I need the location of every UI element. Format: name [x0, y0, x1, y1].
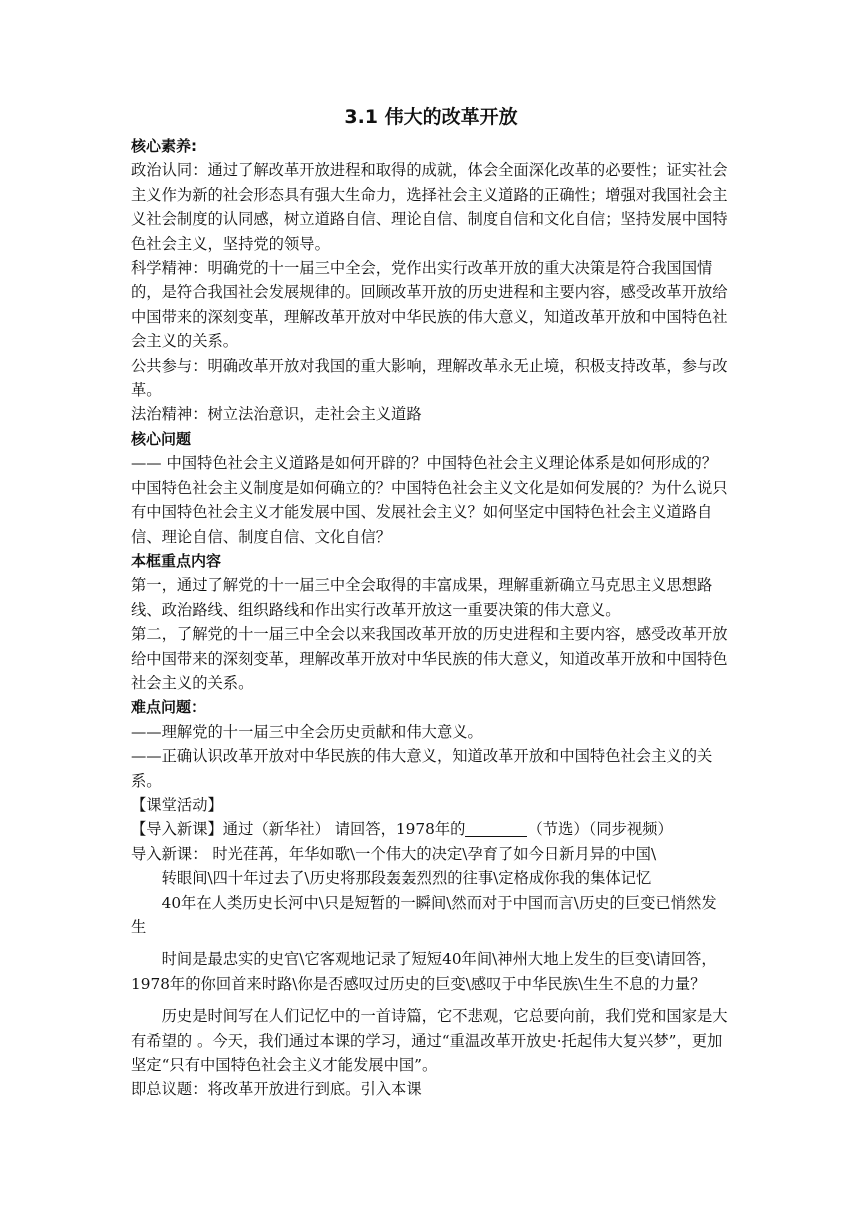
section-class-activity [131, 793, 731, 1102]
section-core-question [131, 427, 731, 549]
paragraph-historian: 时间是最忠实的史官\它客观地记录了短短40年间\神州大地上发生的巨变\请回答，1978年的你回首来时路\你是否感叹过历史的巨变\感叹于中华民族\生生不息的力量？ [131, 950, 717, 993]
section-difficult-points [131, 695, 731, 793]
heading-difficult-points: 难点问题： [131, 698, 207, 717]
section-key-content [131, 549, 731, 695]
heading-core-question: 核心问题 [131, 429, 192, 448]
intro-text-after-blank: （节选）（同步视频） [527, 820, 673, 839]
paragraph-key-content-first: 第一，通过了解党的十一届三中全会取得的丰富成果，理解重新确立马克思主义思想路线、政治路线、组织路线和作出实行改革开放这一重要决策的伟大意义。 [131, 576, 713, 619]
paragraph-key-content-second: 第二，了解党的十一届三中全会以来我国改革开放的历史进程和主要内容，感受改革开放给中国带来的深刻变革，理解改革开放对中华民族的伟大意义，知道改革开放和中国特色社会主义的关系。 [131, 625, 728, 692]
difficult-point-item: ——理解党的十一届三中全会历史贡献和伟大意义。 [131, 722, 483, 741]
heading-key-content: 本框重点内容 [131, 551, 222, 570]
document-page [131, 100, 731, 1102]
paragraph-public-participation: 公共参与：明确改革开放对我国的重大影响，理解改革永无止境，积极支持改革，参与改革。 [131, 356, 728, 400]
paragraph-scientific-spirit: 科学精神：明确党的十一届三中全会，党作出实行改革开放的重大决策是符合我国国情的，是符合我国社会发展规律的。回顾改革开放的历史进程和主要内容，感受改革开放给中国带来的深刻变革，理解改革开放对中华民族的伟大意义，知道改革开放和中国特色社会主义的关系。 [131, 259, 728, 351]
intro-text-before-blank: 【导入新课】通过（新华社） 请回答，1978年的 [131, 820, 466, 839]
fill-in-blank [465, 820, 527, 837]
heading-core-literacy: 核心素养: [131, 137, 197, 155]
difficult-point-item: ——正确认识改革开放对中华民族的伟大意义，知道改革开放和中国特色社会主义的关系。 [131, 747, 713, 790]
paragraph-lead-in: 导入新课： 时光荏苒，年华如歌\一个伟大的决定\孕育了如今日新月异的中国\ [131, 844, 657, 863]
paragraph-core-question: —— 中国特色社会主义道路是如何开辟的？中国特色社会主义理论体系是如何形成的？中国特色社会主义制度是如何确立的？中国特色社会主义文化是如何发展的？为什么说只有中国特色社会主义才能发展中国、发展社会主义？如何坚定中国特色社会主义道路自信、理论自信、制度自信、文化自信？ [131, 454, 728, 546]
paragraph-political-identity: 政治认同：通过了解改革开放进程和取得的成就，体会全面深化改革的必要性；证实社会主义作为新的社会形态具有强大生命力，选择社会主义道路的正确性；增强对我国社会主义社会制度的认同感，树立道路自信、理论自信、制度自信和文化自信；坚持发展中国特色社会主义，坚持党的领导。 [131, 161, 728, 253]
paragraph-closing: 即总议题：将改革开放进行到底。引入本课 [131, 1080, 422, 1099]
paragraph-forty-years: 转眼间\四十年过去了\历史将那段轰轰烈烈的往事\定格成你我的集体记忆 [161, 869, 652, 888]
heading-class-activity: 【课堂活动】 [131, 795, 223, 814]
paragraph-intro [131, 817, 731, 841]
paragraph-history-change: 40年在人类历史长河中\只是短暂的一瞬间\然而对于中国而言\历史的巨变已悄然发生 [131, 893, 717, 936]
paragraph-poem-of-history: 历史是时间写在人们记忆中的一首诗篇，它不悲观，它总要向前，我们党和国家是大有希望的 。今天，我们通过本课的学习，通过“重温改革开放史·托起伟大复兴梦”，更加坚定“只有中国特色社会主义才能发展中国”。 [131, 1007, 728, 1075]
page-title: 3.1 伟大的改革开放 [344, 106, 518, 128]
section-core-literacy [131, 134, 731, 427]
paragraph-rule-of-law: 法治精神：树立法治意识，走社会主义道路 [131, 405, 422, 424]
